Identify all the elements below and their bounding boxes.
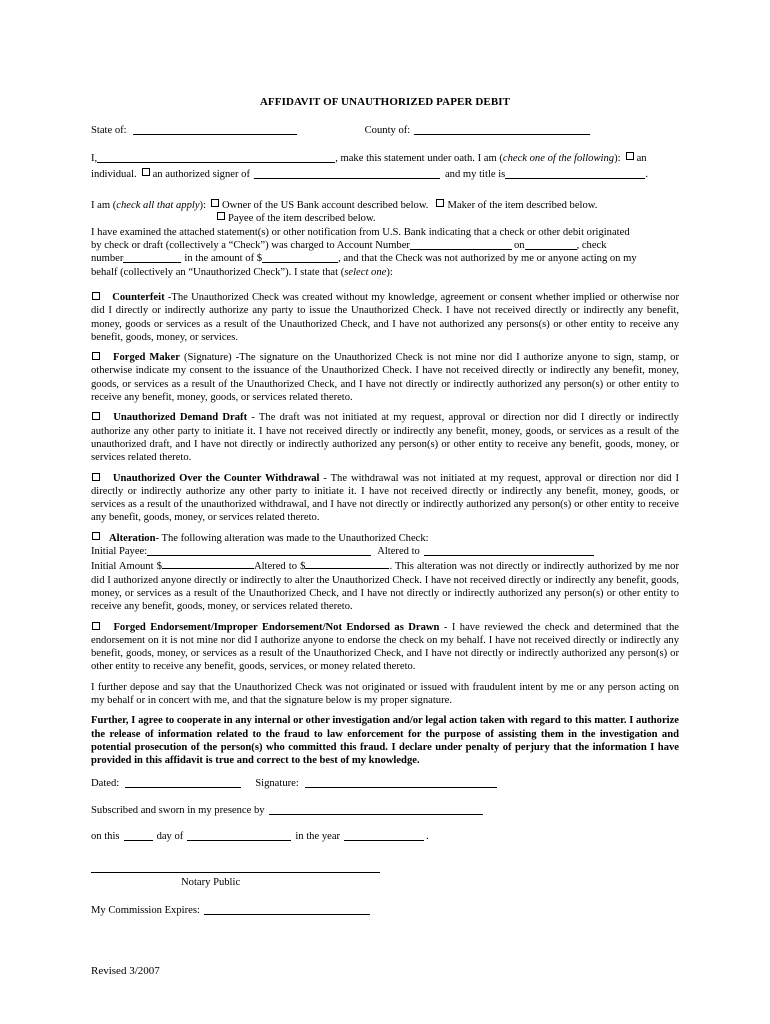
statement-line-1 xyxy=(91,152,679,165)
initial-amount-field[interactable] xyxy=(162,558,254,569)
counterfeit-heading: Counterfeit xyxy=(112,291,165,303)
notary-public-label: Notary Public xyxy=(181,877,241,889)
owner-label: Owner of the US Bank account described below. xyxy=(222,200,429,212)
document-title: AFFIDAVIT OF UNAUTHORIZED PAPER DEBIT xyxy=(259,96,511,108)
examined-text-2c: , check xyxy=(576,240,607,252)
depose-paragraph: I further depose and say that the Unauthorized Check was not originated or issued with fraudulent intent by me or any person acting on my behalf or in concert with me, and that the signature below is my proper signature. xyxy=(91,681,679,706)
examined-line-2 xyxy=(91,239,679,252)
state-county-row xyxy=(91,124,679,137)
subscribed-by-field[interactable] xyxy=(269,804,483,815)
amount-field[interactable] xyxy=(262,252,338,263)
commission-expires-label: My Commission Expires: xyxy=(91,904,200,916)
signer-label: an authorized signer of xyxy=(152,168,250,180)
forged-maker-heading: Forged Maker xyxy=(113,352,180,364)
forged-maker-body: -The signature on the Unauthorized Check is not mine nor did I authorize anyone to sign, stamp, or otherwise indicate my consent to the issuance of the Unauthorized Check. I have not received directly or indirectly any benefit, money, goods, or services as a result of the Unauthorized Check, and I have not directly or indirectly authorized any person(s) or other entity to receive any benefit, money, goods, or services related thereto. xyxy=(91,352,679,404)
state-label: State of: xyxy=(91,125,127,137)
examined-text-1: I have examined the attached statement(s) or other notification from U.S. Bank indicating that a check or other debit originated xyxy=(91,226,630,238)
alteration-checkbox-icon[interactable] xyxy=(92,532,100,540)
oath-italic: check one of the following xyxy=(502,152,615,164)
title-field[interactable] xyxy=(505,168,645,179)
payee-checkbox-icon[interactable] xyxy=(217,212,225,220)
examined-italic: select one xyxy=(344,266,387,278)
county-label: County of: xyxy=(364,125,411,137)
individual-label: individual. xyxy=(91,168,137,180)
year-field[interactable] xyxy=(344,830,424,841)
forged-endorsement-checkbox-icon[interactable] xyxy=(92,622,100,630)
altered-to-amount-label: Altered to $ xyxy=(253,561,306,573)
demand-draft-checkbox-icon[interactable] xyxy=(92,412,100,420)
payee-label: Payee of the item described below. xyxy=(228,213,376,225)
dated-label: Dated: xyxy=(91,778,120,790)
year-period: . xyxy=(426,831,429,843)
examined-line-4 xyxy=(91,266,679,279)
month-field[interactable] xyxy=(187,830,291,841)
iam-row xyxy=(91,199,679,212)
otc-withdrawal-checkbox-icon[interactable] xyxy=(92,473,100,481)
iam-italic: check all that apply xyxy=(116,200,200,212)
demand-draft-heading: Unauthorized Demand Draft xyxy=(113,412,248,424)
revision-note: Revised 3/2007 xyxy=(91,965,160,977)
document-body xyxy=(91,96,679,917)
iam-prefix: I am ( xyxy=(91,200,117,212)
initial-payee-label: Initial Payee: xyxy=(91,546,148,558)
iam-suffix: ): xyxy=(199,200,207,212)
oath-end: ): xyxy=(614,152,621,164)
statement-line-2 xyxy=(91,168,679,181)
dated-field[interactable] xyxy=(125,777,241,788)
initial-amount-label: Initial Amount $ xyxy=(91,561,162,573)
authorized-signer-checkbox-icon[interactable] xyxy=(142,168,150,176)
cooperate-paragraph: Further, I agree to cooperate in any internal or other investigation and/or legal action taken with regard to this matter. I authorize the release of information related to the fraud to law enforcement for the purpose of assisting them in the investigation and potential prosecution of the person(s) who committed this fraud. I declare under penalty of perjury that the information I have provided in this affidavit is true and correct to the best of my knowledge. xyxy=(91,715,679,767)
examined-text-3a: number xyxy=(91,253,124,265)
forged-endorsement-heading: Forged Endorsement/Improper Endorsement/Not Endorsed as Drawn xyxy=(113,621,440,633)
owner-checkbox-icon[interactable] xyxy=(211,199,219,207)
section-forged-endorsement xyxy=(91,621,679,674)
section-demand-draft xyxy=(91,411,679,464)
notary-signature-line[interactable] xyxy=(91,871,380,873)
examined-text-3b: in the amount of $ xyxy=(184,253,263,265)
altered-to-amount-field[interactable] xyxy=(305,558,389,569)
subscribed-label: Subscribed and sworn in my presence by xyxy=(91,804,265,816)
section-otc-withdrawal xyxy=(91,472,679,525)
section-forged-maker xyxy=(91,351,679,404)
in-the-year-label: in the year xyxy=(295,831,341,843)
commission-expires-field[interactable] xyxy=(204,904,370,915)
check-number-field[interactable] xyxy=(123,252,181,263)
commission-row xyxy=(91,904,679,917)
altered-to-payee-field[interactable] xyxy=(424,545,594,556)
examined-line-3 xyxy=(91,252,679,265)
otc-withdrawal-heading: Unauthorized Over the Counter Withdrawal xyxy=(112,472,320,484)
alteration-body: . This alteration was not directly or indirectly authorized by me nor did I authorized anyone directly or indirectly to alter the Unauthorized Check. I have not received directly or indirectly any benefit, goods, money, or services as a result of the Unauthorized Check, and I have not directly or indirectly authorized any person(s) or other entity to receive any benefit, goods, money, or services related thereto. xyxy=(91,561,679,613)
payee-row xyxy=(91,212,679,225)
forged-maker-paren: (Signature) xyxy=(179,352,232,364)
alteration-head-row xyxy=(91,532,679,545)
county-field[interactable] xyxy=(414,124,590,135)
account-number-field[interactable] xyxy=(410,239,512,250)
alteration-payee-row xyxy=(91,545,679,558)
dated-signature-row xyxy=(91,777,679,790)
section-counterfeit xyxy=(91,291,679,344)
altered-to-payee-label: Altered to xyxy=(377,546,420,558)
forged-maker-checkbox-icon[interactable] xyxy=(92,352,100,360)
on-this-label: on this xyxy=(91,831,120,843)
an-checkbox-icon[interactable] xyxy=(626,152,634,160)
an-label: an xyxy=(636,152,647,164)
date-on-field[interactable] xyxy=(525,239,577,250)
counterfeit-body: -The Unauthorized Check was created without my knowledge, agreement or consent whether implied or otherwise nor did I directly or indirectly authorize any party to issue the Unauthorized Check. I have not received directly or indirectly any benefit, money, goods or services as a result of the Unauthorized Check, and I have not authorized any persons(s) or other entity to receive any benefit, goods, money, or services. xyxy=(91,291,679,343)
state-field[interactable] xyxy=(133,124,297,135)
initial-payee-field[interactable] xyxy=(147,545,371,556)
alteration-intro: - The following alteration was made to the Unauthorized Check: xyxy=(155,532,429,544)
otc-withdrawal-body: - The withdrawal was not initiated at my request, approval or direction nor did I directly or indirectly authorize any other party to initiate it. I have not received directly or indirectly any benefit, money, goods, or services as a result of the unauthorized withdrawal, and I have not directly or indirectly authorized any person(s) or other entity to receive any benefit, goods, money, or services related thereto. xyxy=(91,472,679,524)
subscribed-row xyxy=(91,804,679,817)
title-end: . xyxy=(645,168,648,180)
title-label: and my title is xyxy=(444,168,506,180)
name-field[interactable] xyxy=(97,152,335,163)
signature-field[interactable] xyxy=(305,777,497,788)
examined-text-4a: behalf (collectively an “Unauthorized Check”). I state that ( xyxy=(91,266,345,278)
examined-text-2a: by check or draft (collectively a “Check”) was charged to Account Number xyxy=(91,240,410,252)
day-of-label: day of xyxy=(156,831,184,843)
examined-text-4b: ): xyxy=(386,266,393,278)
sworn-date-row xyxy=(91,830,679,843)
examined-text-2b: on xyxy=(513,240,525,252)
examined-line-1 xyxy=(91,226,679,239)
i-prefix: I, xyxy=(91,152,98,164)
examined-text-3c: , and that the Check was not authorized by me or anyone acting on my xyxy=(338,253,637,265)
alteration-heading: Alteration xyxy=(109,532,156,544)
alteration-amount-paragraph xyxy=(91,558,679,613)
signature-label: Signature: xyxy=(255,778,299,790)
maker-label: Maker of the item described below. xyxy=(447,200,598,212)
oath-text: , make this statement under oath. I am ( xyxy=(335,152,503,164)
signer-of-field[interactable] xyxy=(254,168,440,179)
forged-endorsement-body: - I have reviewed the check and determined that the endorsement on it is not mine nor did I authorize anyone to endorse the check on my behalf. I have not received directly or indirectly any benefit, goods, money, or services as a result of the Unauthorized Check, and I have not directly or indirectly authorized any person(s) or other entity to receive any benefit, goods, services, or money related thereto. xyxy=(91,621,679,673)
maker-checkbox-icon[interactable] xyxy=(436,199,444,207)
counterfeit-checkbox-icon[interactable] xyxy=(92,292,100,300)
day-field[interactable] xyxy=(124,830,153,841)
section-alteration xyxy=(91,532,679,614)
examined-paragraph xyxy=(91,226,679,279)
demand-draft-body: - The draft was not initiated at my request, approval or direction nor did I directly or indirectly authorize any other party to initiate it. I have not received directly or indirectly any benefit, money, goods, or services as a result of the unauthorized draft, and I have not directly or indirectly authorized any person(s) or other entity to receive any benefit, goods, money, or services related thereto. xyxy=(91,412,679,464)
